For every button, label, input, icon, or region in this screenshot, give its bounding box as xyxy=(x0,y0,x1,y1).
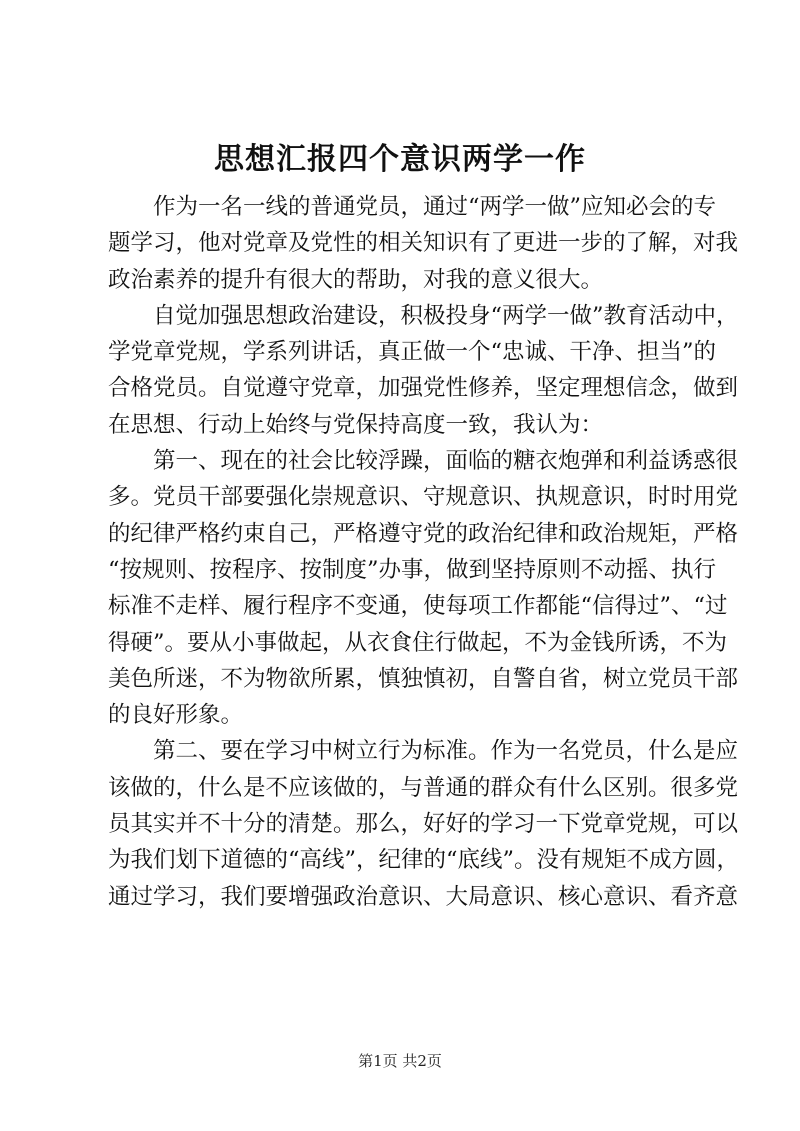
text-line: 自觉加强思想政治建设，积极投身“两学一做”教育活动中， xyxy=(153,302,739,329)
text-line: 第二、要在学习中树立行为标准。作为一名党员，什么是应 xyxy=(153,738,739,765)
text-line: 该做的，什么是不应该做的，与普通的群众有什么区别。很多党 xyxy=(108,774,739,801)
document-title: 思想汇报四个意识两学一作 xyxy=(214,142,586,177)
page-footer: 第1页 共2页 xyxy=(358,1052,442,1070)
text-line: 的良好形象。 xyxy=(108,702,244,729)
text-line: 得硬”。要从小事做起，从衣食住行做起，不为金钱所诱，不为 xyxy=(108,629,728,656)
text-line: 第一、现在的社会比较浮躁，面临的糖衣炮弹和利益诱惑很 xyxy=(153,448,739,475)
text-line: 标准不走样、履行程序不变通，使每项工作都能“信得过”、“过 xyxy=(108,593,728,620)
paragraph-4 xyxy=(108,733,740,914)
text-line: 题学习，他对党章及党性的相关知识有了更进一步的了解，对我 xyxy=(108,230,739,257)
text-line: 多。党员干部要强化崇规意识、守规意识、执规意识，时时用党 xyxy=(108,484,739,511)
text-line: “按规则、按程序、按制度”办事，做到坚持原则不动摇、执行 xyxy=(108,556,717,583)
text-line: 美色所迷，不为物欲所累，慎独慎初，自警自省，树立党员干部 xyxy=(108,665,739,692)
text-line: 在思想、行动上始终与党保持高度一致，我认为： xyxy=(108,411,604,438)
text-line: 作为一名一线的普通党员，通过“两学一做”应知必会的专 xyxy=(153,194,717,220)
text-line: 为我们划下道德的“高线”，纪律的“底线”。没有规矩不成方圆， xyxy=(108,847,740,874)
paragraph-3 xyxy=(108,443,739,733)
text-line: 通过学习，我们要增强政治意识、大局意识、核心意识、看齐意 xyxy=(108,883,739,910)
document-body xyxy=(108,189,740,915)
text-line: 学党章党规，学系列讲话，真正做一个“忠诚、干净、担当”的 xyxy=(108,339,717,366)
text-line: 的纪律严格约束自己，严格遵守党的政治纪律和政治规矩，严格 xyxy=(108,520,739,547)
text-line: 合格党员。自觉遵守党章，加强党性修养，坚定理想信念，做到 xyxy=(108,375,739,402)
text-line: 政治素养的提升有很大的帮助，对我的意义很大。 xyxy=(108,266,604,293)
paragraph-2 xyxy=(108,298,739,443)
paragraph-1 xyxy=(108,189,739,298)
text-line: 员其实并不十分的清楚。那么，好好的学习一下党章党规，可以 xyxy=(108,811,739,838)
